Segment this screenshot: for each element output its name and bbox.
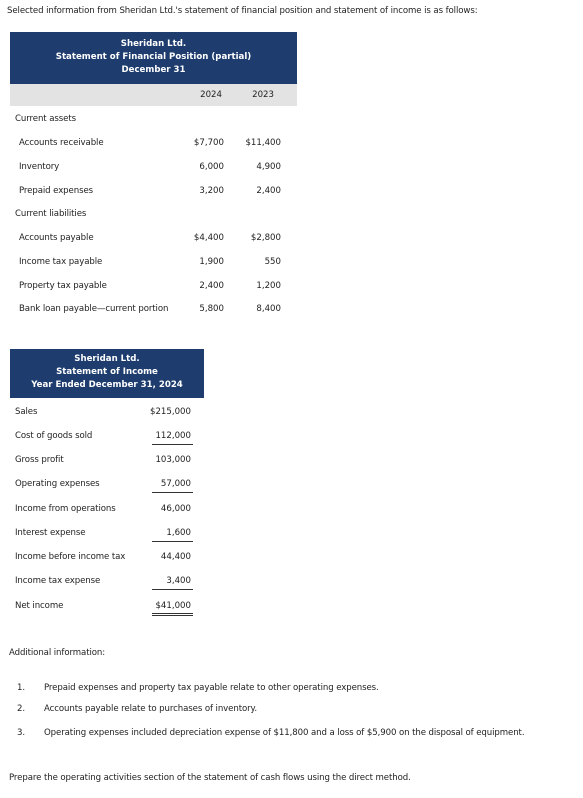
- is-title-period: Year Ended December 31, 2024: [31, 380, 183, 390]
- sfp-row-label: Prepaid expenses: [19, 186, 94, 196]
- is-row-label: Income before income tax: [15, 552, 126, 562]
- sfp-col-2023: 2023: [252, 90, 274, 100]
- additional-item-number: 3.: [17, 728, 25, 738]
- is-row-label: Sales: [15, 407, 38, 417]
- sfp-title-date: December 31: [121, 65, 186, 75]
- sfp-col-2024: 2024: [200, 90, 222, 100]
- is-row-value: $41,000: [155, 601, 191, 611]
- is-row-label: Operating expenses: [15, 479, 100, 489]
- sfp-row-value-2023: 4,900: [256, 162, 281, 172]
- is-row-label: Net income: [15, 601, 64, 611]
- sfp-row-label: Current liabilities: [15, 209, 87, 219]
- sfp-row-label: Inventory: [19, 162, 60, 172]
- sfp-row-value-2024: 6,000: [199, 162, 224, 172]
- sfp-row-value-2023: 550: [264, 257, 281, 267]
- is-row-label: Cost of goods sold: [15, 431, 93, 441]
- sfp-row-label: Property tax payable: [19, 281, 107, 291]
- additional-item-text: Operating expenses included depreciation expense of $11,800 and a loss of $5,900 on the disposal of equipment.: [44, 728, 525, 738]
- is-row-label: Gross profit: [15, 455, 64, 465]
- is-row-label: Income tax expense: [15, 576, 101, 586]
- is-row-value: $215,000: [149, 407, 191, 417]
- additional-heading: Additional information:: [9, 648, 106, 658]
- is-row-value: 3,400: [166, 576, 191, 586]
- is-row-label: Interest expense: [15, 528, 86, 538]
- underline-rule: [152, 444, 193, 445]
- sfp-row-label: Accounts payable: [19, 233, 94, 243]
- double-underline-rule: [152, 613, 193, 616]
- sfp-header: [10, 32, 297, 84]
- sfp-row-label: Current assets: [15, 114, 76, 124]
- sfp-row-value-2023: 2,400: [256, 186, 281, 196]
- sfp-row-value-2024: 2,400: [199, 281, 224, 291]
- additional-item-number: 2.: [17, 704, 25, 714]
- additional-item-number: 1.: [17, 683, 25, 693]
- sfp-row-label: Income tax payable: [19, 257, 103, 267]
- sfp-row-value-2023: 8,400: [256, 304, 281, 314]
- instruction-text: Prepare the operating activities section of the statement of cash flows using the direct method.: [9, 773, 411, 783]
- is-header: [10, 349, 204, 398]
- sfp-row-value-2023: 1,200: [256, 281, 281, 291]
- is-row-value: 44,400: [160, 552, 191, 562]
- is-row-value: 46,000: [160, 504, 191, 514]
- sfp-row-label: Bank loan payable—current portion: [19, 304, 169, 314]
- underline-rule: [152, 589, 193, 590]
- is-row-value: 112,000: [155, 431, 191, 441]
- sfp-row-label: Accounts receivable: [19, 138, 104, 148]
- is-row-value: 57,000: [160, 479, 191, 489]
- is-row-value: 103,000: [155, 455, 191, 465]
- is-row-label: Income from operations: [15, 504, 116, 514]
- additional-item-text: Accounts payable relate to purchases of inventory.: [44, 704, 257, 714]
- is-title-company: Sheridan Ltd.: [74, 354, 140, 364]
- underline-rule: [152, 492, 193, 493]
- is-title-statement: Statement of Income: [56, 367, 158, 377]
- intro-text: Selected information from Sheridan Ltd.'s statement of financial position and statement of income is as follows:: [7, 6, 478, 16]
- sfp-row-value-2023: $11,400: [245, 138, 281, 148]
- sfp-row-value-2024: 3,200: [199, 186, 224, 196]
- additional-item-text: Prepaid expenses and property tax payable relate to other operating expenses.: [44, 683, 379, 693]
- sfp-row-value-2024: 5,800: [199, 304, 224, 314]
- sfp-title-company: Sheridan Ltd.: [120, 39, 187, 49]
- sfp-title-statement: Statement of Financial Position (partial): [55, 52, 252, 62]
- sfp-row-value-2024: $7,700: [193, 138, 224, 148]
- sfp-row-value-2024: $4,400: [193, 233, 224, 243]
- sfp-row-value-2023: $2,800: [250, 233, 281, 243]
- sfp-row-value-2024: 1,900: [199, 257, 224, 267]
- underline-rule: [152, 541, 193, 542]
- is-row-value: 1,600: [166, 528, 191, 538]
